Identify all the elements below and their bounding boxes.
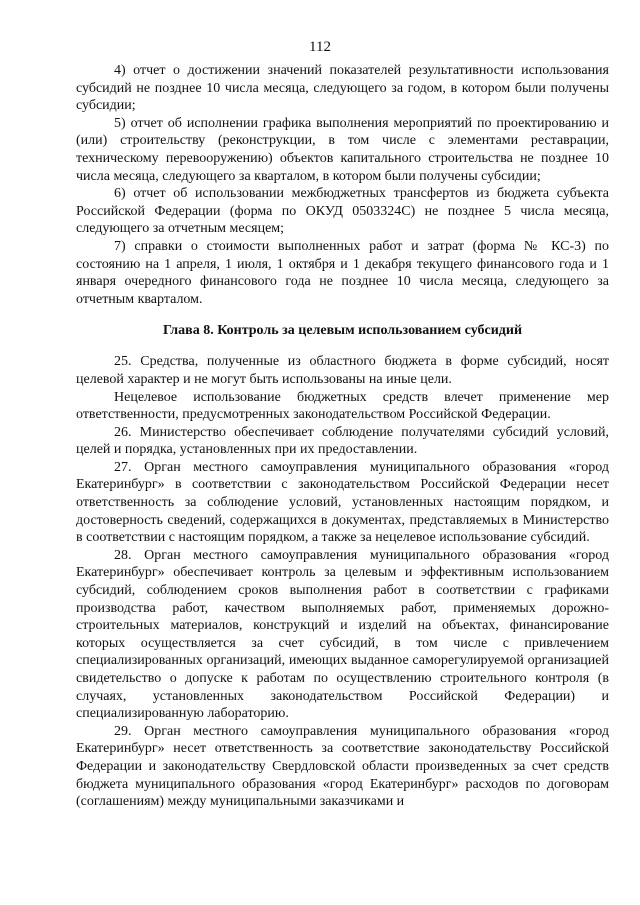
paragraph-25-continuation: Нецелевое использование бюджетных средств влечет применение мер ответственности, предусмотренных законодательством Российской Федерации. [76, 389, 609, 423]
document-body [76, 62, 609, 811]
paragraph-27: 27. Орган местного самоуправления муниципального образования «город Екатеринбург» в соответствии с законодательством Российской Федерации несет ответственность за соблюдение условий, установленных настоящим порядком, и достоверность сведений, содержащихся в документах, представляемых в Министерство в соответствии с настоящим порядком, а также за нецелевое использование субсидий. [76, 459, 609, 546]
paragraph-29: 29. Орган местного самоуправления муниципального образования «город Екатеринбург» несет ответственность за соответствие законодательству Российской Федерации и законодательству Свердловской области произведенных за счет средств бюджета муниципального образования «город Екатеринбург» расходов по договорам (соглашениям) между муниципальными заказчиками и [76, 723, 609, 810]
paragraph-28: 28. Орган местного самоуправления муниципального образования «город Екатеринбург» обеспечивает контроль за целевым и эффективным использованием субсидий, соблюдением сроков выполнения работ в соответствии с графиками производства работ, качеством выполняемых работ, применяемых дорожно-строительных материалов, конструкций и изделий на объектах, финансирование которых осуществляется за счет субсидий, в том числе с привлечением специализированных организаций, имеющих выданное саморегулируемой организацией свидетельство о допуске к работам по осуществлению строительного контроля (в случаях, установленных законодательством Российской Федерации) и специализированную лабораторию. [76, 547, 609, 722]
paragraph-26: 26. Министерство обеспечивает соблюдение получателями субсидий условий, целей и порядка, установленных при их предоставлении. [76, 424, 609, 458]
list-item-6: 6) отчет об использовании межбюджетных трансфертов из бюджета субъекта Российской Федерации (форма по ОКУД 0503324С) не позднее 5 числа месяца, следующего за отчетным месяцем; [76, 186, 609, 237]
list-item-7: 7) справки о стоимости выполненных работ и затрат (форма № КС-3) по состоянию на 1 апреля, 1 июля, 1 октября и 1 декабря текущего финансового года и 1 января очередного финансового года не позднее 10 числа месяца, следующего за отчетным кварталом. [76, 238, 609, 307]
chapter-title: Глава 8. Контроль за целевым использованием субсидий [162, 323, 523, 339]
paragraph-25: 25. Средства, полученные из областного бюджета в форме субсидий, носят целевой характер и не могут быть использованы на иные цели. [76, 354, 609, 387]
list-item-5: 5) отчет об исполнении графика выполнения мероприятий по проектированию и (или) строительству (реконструкции, в том числе с элементами реставрации, техническому перевооружению) объектов капитального строительства не позднее 10 числа месяца, следующего за кварталом, в котором были получены субсидии; [76, 115, 609, 184]
list-item-4: 4) отчет о достижении значений показателей результативности использования субсидий не позднее 10 числа месяца, следующего за годом, в котором были получены субсидии; [76, 63, 609, 114]
page-number: 112 [309, 39, 331, 55]
